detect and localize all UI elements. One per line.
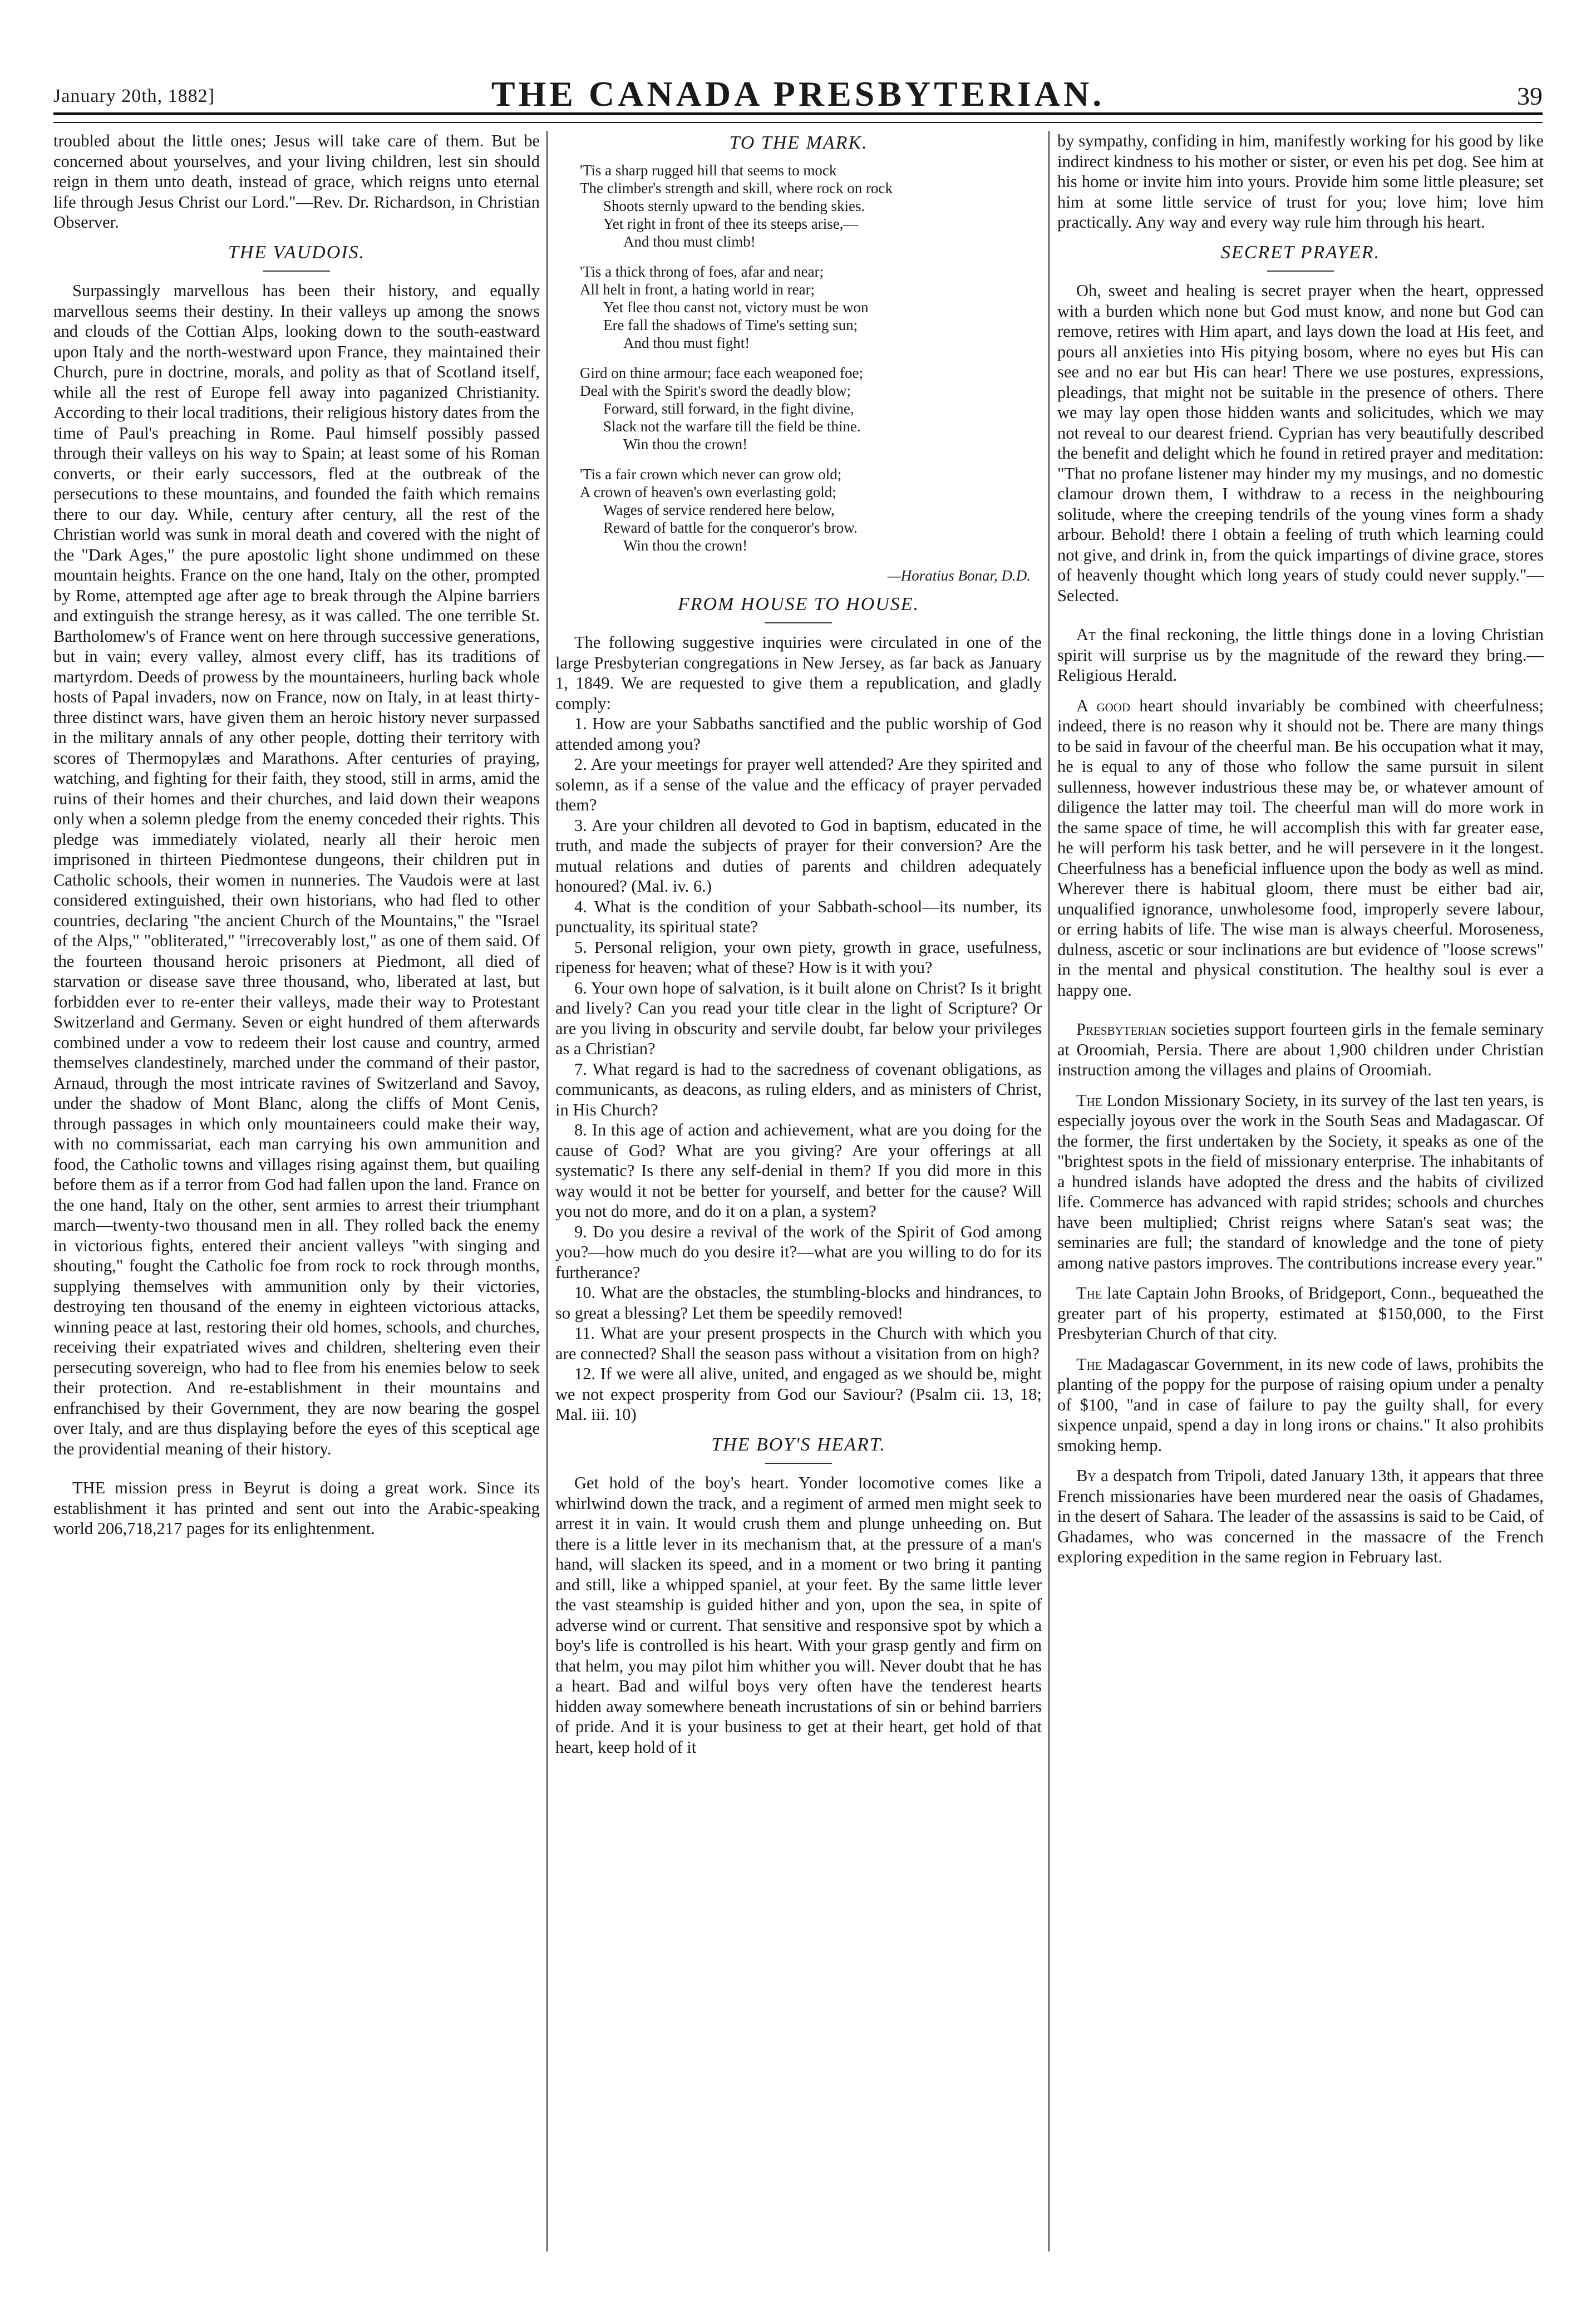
inquiry-item: 3. Are your children all devoted to God in baptism, educated in the truth, and made the subjects of prayer for their conversion? Are the mutual relations and duties of parents and children adequately honoured? (Mal. iv. 6.) — [555, 815, 1042, 896]
lead-word: The — [1076, 1354, 1102, 1374]
item-london-missionary — [1057, 1090, 1544, 1274]
inquiry-item: 9. Do you desire a revival of the work of the Spirit of God among you?—how much do you desire it?—what are you willing to do for its furtherance? — [555, 1222, 1042, 1282]
heading-rule — [263, 271, 330, 272]
issue-date: January 20th, 1882] — [53, 86, 215, 106]
article-continuation: troubled about the little ones; Jesus will take care of them. But be concerned about yourselves, and your living children, lest sin should reign in them unto death, instead of grace, which reigns unto eternal life through Jesus Christ our Lord."—Rev. Dr. Richardson, in Christian Observer. — [53, 131, 540, 232]
poem-line: 'Tis a fair crown which never can grow old; — [580, 465, 842, 483]
poem-line: Ere fall the shadows of Time's setting sun; — [603, 316, 858, 333]
inquiry-item: 8. In this age of action and achievement, what are you doing for the cause of God? What are you giving? Are your offerings at all systematic? Is there any self-denial in them? If you did more in this way would it not be better for yourself, and better for the cause? Will you not do more, and do it on a plan, a system? — [555, 1120, 1042, 1221]
heading-the-vaudois: THE VAUDOIS. — [228, 242, 366, 263]
item-body: a despatch from Tripoli, dated January 13th, it appears that three French missionaries have been murdered near the oasis of Ghadames, in the desert of Sahara. The leader of the assassins is said to be Caid, of Ghadames, who was concerned in the massacre of the French exploring expedition in the same region in February last. — [1057, 1466, 1544, 1566]
poem-line: Deal with the Spirit's sword the deadly blow; — [580, 382, 851, 399]
inquiry-item: 12. If we were all alive, united, and engaged as we should be, might we not expect prosperity from God our Saviour? (Psalm cii. 13, 18; Mal. iii. 10) — [555, 1364, 1042, 1424]
item-oroomiah — [1057, 1019, 1544, 1080]
item-body: societies support fourteen girls in the female seminary at Oroomiah, Persia. There are about 1,900 children under Christian instruction among the villages and plains of Oroomiah. — [1057, 1020, 1544, 1079]
poem-line: Gird on thine armour; face each weaponed foe; — [580, 364, 864, 381]
inquiry-item: 7. What regard is had to the sacredness of covenant obligations, as communicants, as deacons, as ruling elders, and as ministers of Christ, in His Church? — [555, 1059, 1042, 1119]
inquiry-item: 1. How are your Sabbaths sanctified and the public worship of God attended among you? — [555, 714, 1042, 754]
item-body: Madagascar Government, in its new code of laws, prohibits the planting of the poppy for the purpose of raising opium under a penalty of $100, "and in case of failure to pay the guilty shall, for every sixpence unpaid, spend a day in long irons or chains." It also prohibits smoking hemp. — [1057, 1354, 1544, 1455]
heading-the-boys-heart: THE BOY'S HEART. — [711, 1434, 886, 1455]
article-vaudois: Surpassingly marvellous has been their history, and equally marvellous seems their destiny. In their valleys up among the snows and clouds of the Cottian Alps, looking down to the south-eastward upon Italy and the north-westward upon France, they maintained their Church, pure in doctrine, morals, and polity as that of Scotland itself, while all the rest of Europe fell away into paganized Christianity. According to their local traditions, their religious history dates from the time of Paul's preaching in Rome. Paul himself possibly passed through their valleys on his way to Spain; at least some of his Roman converts, or their early successors, fled at the outbreak of the persecutions to these mountains, and founded the faith which remains there to our day. While, century after century, all the rest of the Christian world was sunk in moral death and covered with the night of the "Dark Ages," the pure apostolic light shone undimmed on these mountain heights. France on the one hand, Italy on the other, prompted by Rome, attempted age after age to break through the Alpine barriers and extinguish the strange heresy, as it was called. The one terrible St. Bartholomew's of France went on here through successive generations, but in vain; every valley, almost every cliff, has its traditions of martyrdom. Deeds of prowess by the mountaineers, hurling back whole hosts of Papal invaders, now on France, now on Italy, in at least thirty-three distinct wars, have given them an heroic history never surpassed in the military annals of any other people, dotting their territory with scores of Thermopylæs and Marathons. After centuries of praying, watching, and fighting for their faith, they stood, still in arms, amid the ruins of their homes and their churches, and laid down their weapons only when a solemn pledge from the enemy conceded their rights. This pledge was immediately violated, nearly all their heroic men imprisoned in thirteen Piedmontese dungeons, their children put in Catholic schools, their women in nunneries. The Vaudois were at last considered extinguished, their own historians, who had fled to other countries, declaring "the ancient Church of the Mountains," the "Israel of the Alps," "obliterated," "irrecoverably lost," as one of them said. Of the fourteen thousand heroic prisoners at Piedmont, all died of starvation or disease save three thousand, who, liberated at last, but forbidden ever to re-enter their valleys, made their way to Protestant Switzerland and Germany. Seven or eight hundred of them afterwards combined under a vow to redeem their lost cause and country, armed themselves clandestinely, marched under the command of their pastor, Arnaud, through the most intricate ravines of Switzerland and Savoy, under the shadow of Mont Blanc, along the cliffs of Mont Cenis, through passages in which only mountaineers could make their way, with no commissariat, each man carrying his own ammunition and food, the Catholic towns and villages rising against them, but quailing before them as if a terror from God had fallen upon the land. France on the one hand, Italy on the other, sent armies to arrest their triumphant march—twenty-two thousand men in all. They rolled back the enemy in victorious fights, entered their ancient valleys "with singing and shouting," fought the Catholic foe from rock to rock through months, supplying themselves with ammunition only by their victories, destroying ten thousand of the enemy in eighteen victorious attacks, winning peace at last, restoring their old homes, schools, and churches, receiving their expatriated wives and children, sheltering even their persecuting sovereign, who had to flee from his enemies below to seek their protection. And re-establishment in their mountains and enfranchised by their Government, they are now bearing the gospel over Italy, and are thus displaying before the eyes of this sceptical age the providential meaning of their history. — [53, 281, 540, 1458]
article-boys-heart-continued: by sympathy, confiding in him, manifestly working for his good by like indirect kindness to his mother or sister, or even his pet dog. See him at his home or invite him into yours. Provide him some little pleasure; set him at some little service of trust for you; love him; love him practically. Any way and every way rule him through his heart. — [1057, 131, 1544, 232]
column-2 — [555, 131, 1042, 2251]
poem-line: Yet flee thou canst not, victory must be won — [603, 298, 869, 316]
item-body: the final reckoning, the little things done in a loving Christian spirit will surprise us by the magnitude of the reward they bring.—Religious Herald. — [1057, 625, 1544, 685]
inquiry-list — [555, 714, 1042, 1425]
inquiry-item: 10. What are the obstacles, the stumbling-blocks and hindrances, to so great a blessing? Let them be speedily removed! — [555, 1283, 1042, 1322]
poem-line: Shoots sternly upward to the bending skies. — [603, 197, 865, 214]
page-number: 39 — [1517, 82, 1543, 110]
article-body: mission press in Beyrut is doing a great work. Since its establishment it has printed and sent out into the Arabic-speaking world 206,718,217 pages for its enlightenment. — [53, 1478, 540, 1538]
poem-line: And thou must climb! — [623, 233, 756, 250]
item-cheerfulness — [1057, 696, 1544, 1001]
item-body: heart should invariably be combined with cheerfulness; indeed, there is no reason why it should not be. There are many things to be said in favour of the cheerful man. Be his occupation what it may, he is equal to any of those who follow the same pursuit in silent sullenness, however industrious these may be, or whatever amount of diligence the latter may toil. The cheerful man will do more work in the same space of time, he will accomplish this with far greater ease, he will perform his task better, and he will persevere in it the longest. Cheerfulness has a beneficial influence upon the body as well as mind. Wherever there is habitual gloom, there must be either bad air, unqualified ignorance, unwholesome food, improperly severe labour, or erring habits of life. The wise man is always cheerful. Moroseness, dulness, ascetic or sour inclinations are but evidence of "loose screws" in the mental and physical constitution. The healthy soul is ever a happy one. — [1057, 696, 1544, 1000]
inquiry-item: 4. What is the condition of your Sabbath-school—its number, its punctuality, its spiritual state? — [555, 897, 1042, 936]
poem-line: And thou must fight! — [623, 334, 750, 351]
poem-line: All helt in front, a hating world in rear; — [580, 281, 815, 298]
newspaper-title: THE CANADA PRESBYTERIAN. — [491, 74, 1105, 114]
poem-line: Forward, still forward, in the fight divine, — [603, 400, 854, 417]
article-beyrut-press — [53, 1478, 540, 1539]
heading-rule — [765, 1463, 832, 1464]
poem-line: The climber's strength and skill, where rock on rock — [580, 179, 893, 196]
column-divider — [1048, 131, 1050, 2251]
poem-line: Win thou the crown! — [623, 435, 748, 453]
inquiry-item: 11. What are your present prospects in the Church with which you are connected? Shall the season pass without a visitation from on high? — [555, 1324, 1042, 1363]
heading-rule — [765, 622, 832, 623]
column-divider — [546, 131, 548, 2251]
poem-stanza — [580, 161, 1042, 250]
item-madagascar-laws — [1057, 1354, 1544, 1456]
poem-line: Slack not the warfare till the field be thine. — [603, 417, 861, 435]
lead-word: At — [1076, 625, 1096, 644]
heading-from-house-to-house: FROM HOUSE TO HOUSE. — [677, 593, 920, 614]
inquiry-item: 2. Are your meetings for prayer well attended? Are they spirited and solemn, as if a sense of the value and the efficacy of prayer pervaded them? — [555, 755, 1042, 814]
item-brooks-bequest — [1057, 1283, 1544, 1344]
lead-word: By — [1076, 1466, 1096, 1485]
lead-word: A good — [1076, 696, 1131, 715]
poem-line: 'Tis a sharp rugged hill that seems to mock — [580, 161, 837, 179]
article-secret-prayer: Oh, sweet and healing is secret prayer when the heart, oppressed with a burden which none but God must know, and none but God can remove, retires with Him apart, and lays down the load at His feet, and pours all anxieties into His pitying bosom, where no eyes but His can see and no ear but His can hear! There we use postures, expressions, pleadings, that might not be suitable in the presence of others. There we may lay open those hidden wants and solicitudes, which we may not reveal to our dearest friend. Cyprian has very beautifully described the benefit and delight which he found in retired prayer and meditation: "That no profane listener may hinder my my musings, and no domestic clamour drown them, I withdraw to a recess in the neighbouring solitude, where the creeping tendrils of the young vines form a shady arbour. Behold! there I obtain a feeling of truth which learning could not give, and drink in, from the quick impartings of divine grace, stores of heavenly thought which long years of study could never supply."—Selected. — [1057, 281, 1544, 605]
heading-secret-prayer: SECRET PRAYER. — [1220, 242, 1381, 263]
masthead — [53, 67, 1543, 114]
columns — [53, 131, 1543, 2257]
lead-word: THE — [72, 1478, 106, 1497]
poem-stanza — [580, 263, 1042, 352]
poem-line: Wages of service rendered here below, — [603, 501, 835, 518]
column-1 — [53, 131, 540, 2251]
heading-to-the-mark: TO THE MARK. — [729, 132, 868, 153]
article-boys-heart: Get hold of the boy's heart. Yonder locomotive comes like a whirlwind down the track, and a regiment of armed men might seek to arrest it in vain. It would crush them and plunge unheeding on. But there is a little lever in its mechanism that, at the pressure of a man's hand, will slacken its speed, and in a moment or two bring it panting and still, like a whipped spaniel, at your feet. By the same little lever the vast steamship is guided hither and yon, upon the sea, in spite of adverse wind or current. That sensitive and responsive spot by which a boy's life is controlled is his heart. With your grasp gently and firm on that helm, you may pilot him whither you will. Never doubt that he has a heart. Bad and wilful boys very often have the tenderest hearts hidden away somewhere beneath incrustations of sin or behind barriers of pride. And it is your business to get at their heart, get hold of that heart, keep hold of it — [555, 1473, 1042, 1757]
poem-stanza — [580, 364, 1042, 453]
poem-line: 'Tis a thick throng of foes, afar and near; — [580, 263, 824, 280]
item-final-reckoning — [1057, 625, 1544, 686]
inquiry-item: 6. Your own hope of salvation, is it built alone on Christ? Is it bright and lively? Can you read your title clear in the light of Scripture? Or are you living in obscurity and servile doubt, far below your privileges as a Christian? — [555, 978, 1042, 1058]
poem-line: A crown of heaven's own everlasting gold; — [580, 483, 836, 500]
poem-to-the-mark — [555, 161, 1042, 584]
item-body: late Captain John Brooks, of Bridgeport, Conn., bequeathed the greater part of his property, estimated at $150,000, to the First Presbyterian Church of that city. — [1057, 1284, 1544, 1343]
poem-line: Reward of battle for the conqueror's brow. — [603, 519, 858, 536]
poem-attribution: —Horatius Bonar, D.D. — [887, 567, 1031, 584]
article-house-intro: The following suggestive inquiries were circulated in one of the large Presbyterian congregations in New Jersey, as far back as January 1, 1849. We are requested to give them a republication, and gladly comply: — [555, 633, 1042, 713]
item-body: London Missionary Society, in its survey of the last ten years, is especially joyous over the work in the South Seas and Madagascar. Of the former, the first undertaken by the Society, it speaks as one of the "brightest spots in the field of missionary enterprise. The inhabitants of a hundred islands have adopted the dress and the habits of civilized life. Commerce has advanced with rapid strides; schools and churches have been multiplied; Christ reigns where Satan's seat was; the seminaries are full; the standard of knowledge and the tone of piety among native pastors improves. The contributions increase every year." — [1057, 1090, 1544, 1272]
inquiry-item: 5. Personal religion, your own piety, growth in grace, usefulness, ripeness for heaven; what of these? How is it with you? — [555, 937, 1042, 977]
heading-rule — [1267, 271, 1334, 272]
poem-line: Win thou the crown! — [623, 537, 748, 554]
item-tripoli-despatch — [1057, 1466, 1544, 1567]
lead-word: The — [1076, 1090, 1102, 1110]
lead-word: The — [1076, 1284, 1102, 1302]
poem-line: Yet right in front of thee its steeps arise,— — [603, 215, 859, 232]
column-3 — [1057, 131, 1544, 2251]
lead-word: Presbyterian — [1076, 1020, 1166, 1039]
poem-stanza — [580, 465, 1042, 554]
